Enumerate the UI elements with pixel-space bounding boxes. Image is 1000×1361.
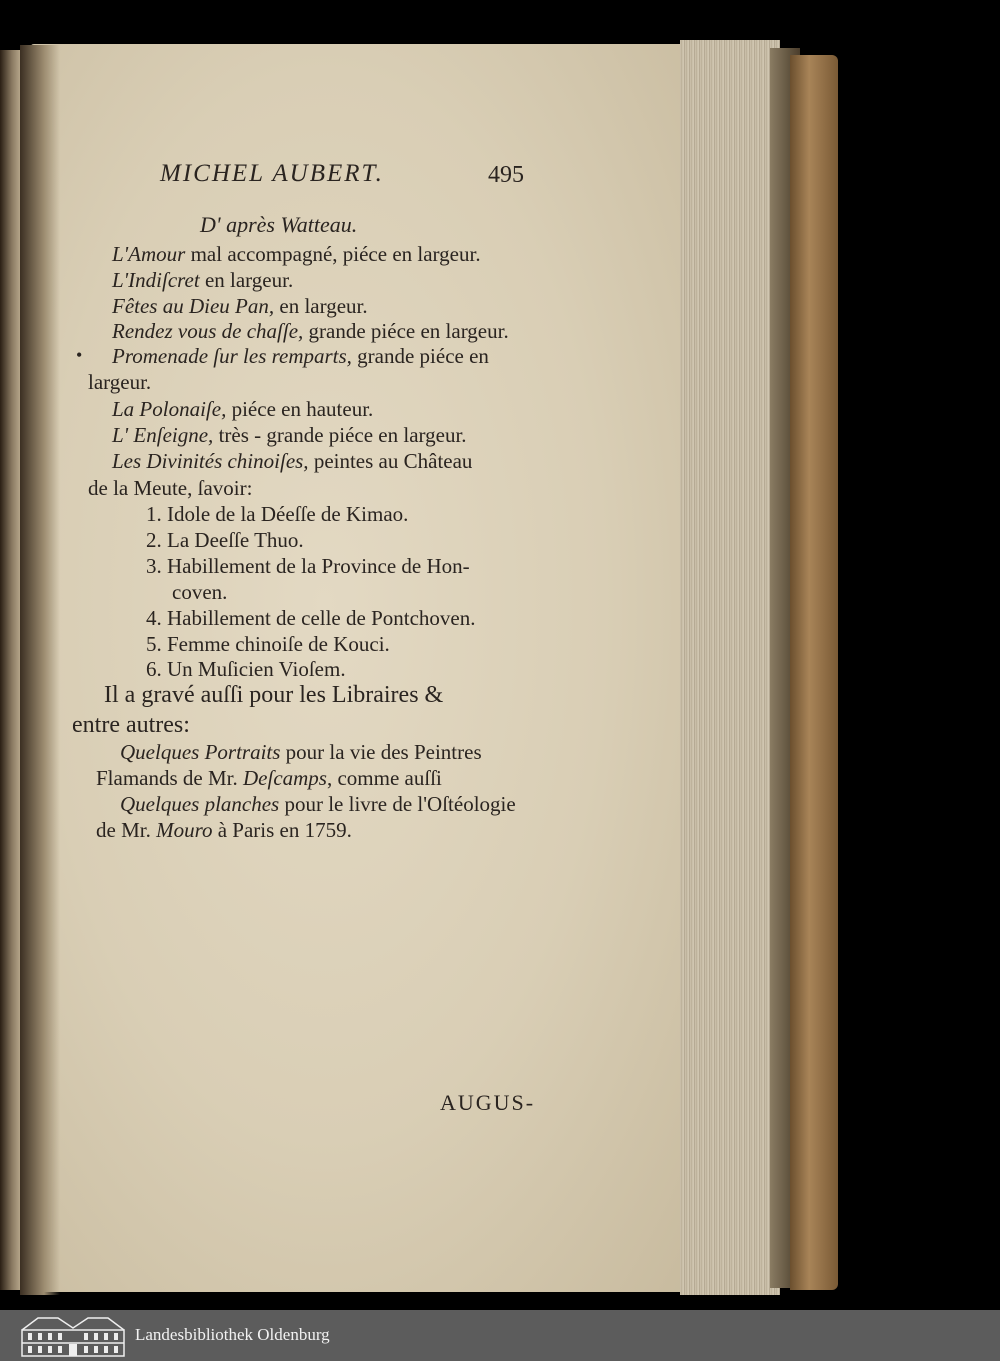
entry-line: Fêtes au Dieu Pan, en largeur. bbox=[112, 294, 368, 318]
entry-line: de la Meute, ſavoir: bbox=[88, 476, 253, 500]
list-item: 2. La Deeſſe Thuo. bbox=[146, 528, 304, 552]
book-cover-edge bbox=[790, 55, 838, 1290]
section-subhead: D' après Watteau. bbox=[200, 212, 358, 237]
list-item: 4. Habillement de celle de Pontchoven. bbox=[146, 606, 476, 630]
entry-line: largeur. bbox=[88, 370, 152, 394]
paragraph-line: entre autres: bbox=[72, 712, 190, 738]
entry-line: Promenade ſur les remparts, grande piéce en bbox=[112, 344, 489, 368]
paragraph-line: Il a gravé auſſi pour les Libraires & bbox=[104, 682, 444, 708]
footer-bar bbox=[0, 1310, 1000, 1361]
page-fore-edge bbox=[680, 40, 780, 1295]
entry-line: de Mr. Mouro à Paris en 1759. bbox=[96, 818, 352, 842]
entry-line: La Polonaiſe, piéce en hauteur. bbox=[112, 397, 374, 421]
list-item: 1. Idole de la Déeſſe de Kimao. bbox=[146, 502, 409, 526]
marginal-mark: • bbox=[76, 345, 83, 365]
library-name: Landesbibliothek Oldenburg bbox=[135, 1325, 330, 1344]
list-item: coven. bbox=[172, 580, 228, 604]
entry-line: L' Enſeigne, très - grande piéce en largeur. bbox=[112, 423, 467, 447]
entry-line: Flamands de Mr. Deſcamps, comme auſſi bbox=[96, 766, 442, 790]
entry-line: Quelques planches pour le livre de l'Oſtéologie bbox=[120, 792, 516, 816]
entry-line: L'Amour mal accompagné, piéce en largeur. bbox=[112, 242, 481, 266]
library-building-icon bbox=[18, 1314, 128, 1358]
entry-line: L'Indiſcret en largeur. bbox=[112, 268, 294, 292]
book-page bbox=[30, 44, 685, 1292]
list-item: 5. Femme chinoiſe de Kouci. bbox=[146, 632, 390, 656]
book-gutter bbox=[20, 45, 60, 1295]
list-item: 3. Habillement de la Province de Hon- bbox=[146, 554, 470, 578]
page-number: 495 bbox=[488, 162, 524, 188]
entry-line: Rendez vous de chaſſe, grande piéce en largeur. bbox=[112, 319, 509, 343]
list-item: 6. Un Muſicien Vioſem. bbox=[146, 657, 346, 681]
catchword: AUGUS- bbox=[440, 1090, 536, 1115]
running-header: MICHEL AUBERT. bbox=[160, 160, 384, 187]
entry-line: Les Divinités chinoiſes, peintes au Château bbox=[112, 449, 473, 473]
entry-line: Quelques Portraits pour la vie des Peintres bbox=[120, 740, 482, 764]
